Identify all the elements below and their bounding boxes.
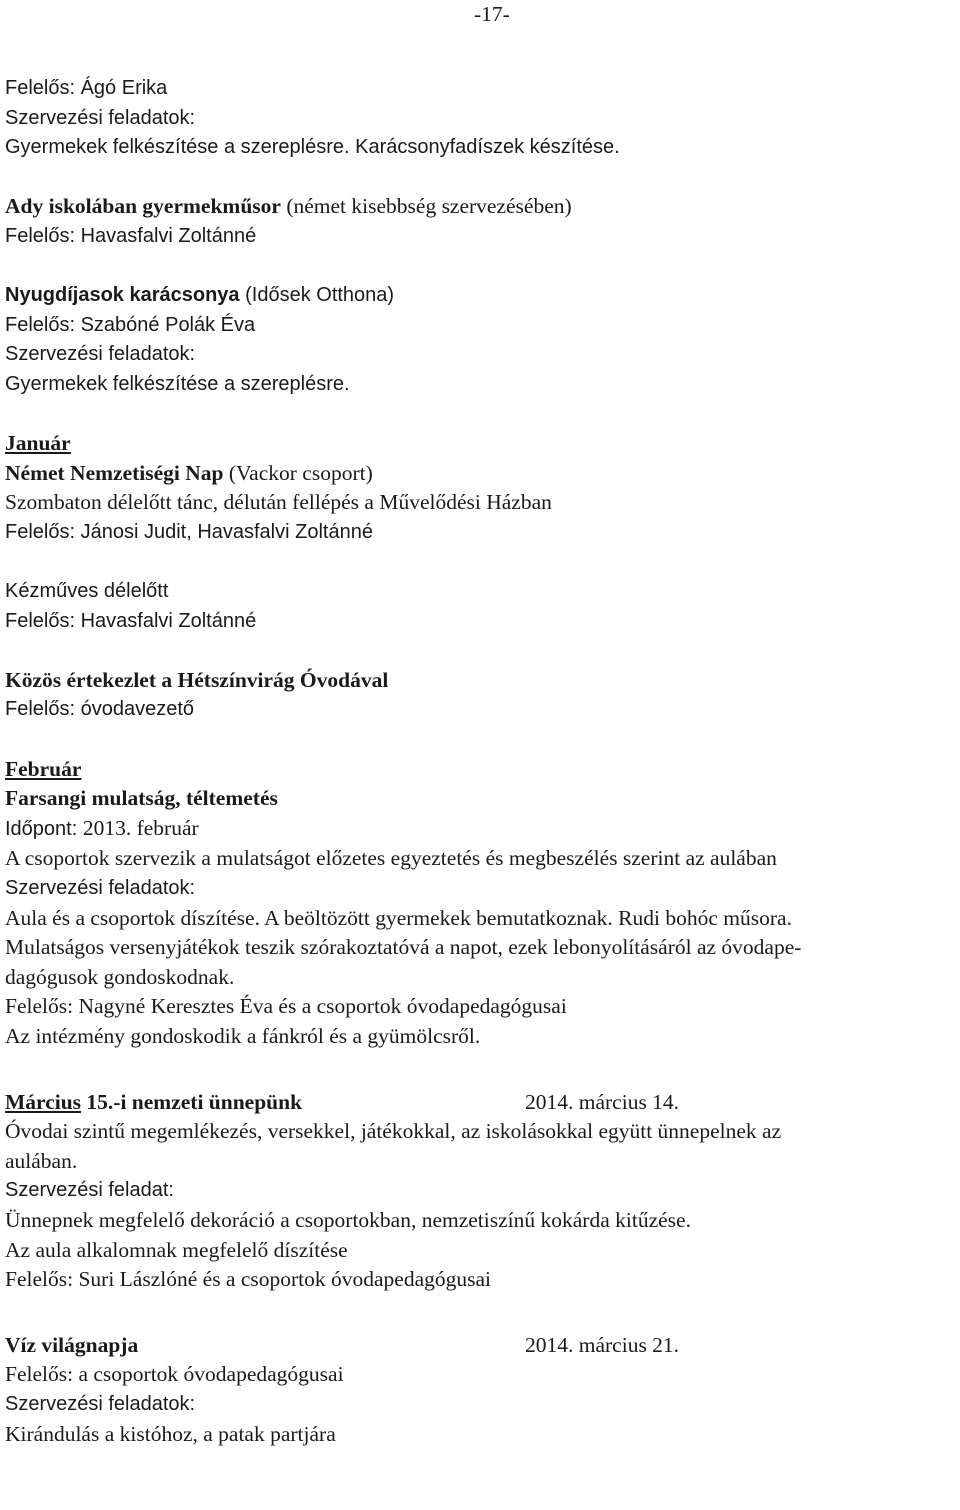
march15-detail-1: Óvodai szintű megemlékezés, versekkel, játékokkal, az iskolásokkal együtt ünnepelnek az [5,1119,782,1144]
pensioners-title: Nyugdíjasok karácsonya [5,284,240,307]
february-tasks-3: dagógusok gondoskodnak. [5,964,235,989]
pensioners-responsible: Felelős: Szabóné Polák Éva [5,313,256,336]
pensioners-tasks-label: Szervezési feladatok: [5,343,196,366]
pensioners-note: (Idősek Otthona) [239,284,395,307]
january-event-responsible: Felelős: Jánosi Judit, Havasfalvi Zoltánné [5,520,373,543]
february-tasks-1: Aula és a csoportok díszítése. A beöltözött gyermekek bemutatkoznak. Rudi bohóc műsora. [5,905,792,930]
ady-responsible: Felelős: Havasfalvi Zoltánné [5,224,257,247]
january-event-title: Német Nemzetiségi Nap [5,460,224,485]
march15-responsible: Felelős: Suri Lászlóné és a csoportok óvodapedagógusai [5,1267,492,1292]
february-tasks-2: Mulatságos versenyjátékok teszik szórakoztatóvá a napot, ezek lebonyolításáról az óvodape- [5,935,802,960]
ady-note: (német kisebbség szervezésében) [280,194,572,219]
march15-month: Március [5,1089,82,1114]
january-event-note: (Vackor csoport) [223,460,373,485]
january-event-heading [5,459,955,489]
january-meeting-title: Közös értekezlet a Hétszínvirág Óvodával [5,667,389,692]
december-responsible: Felelős: Ágó Erika [5,77,168,99]
march15-task-2: Az aula alkalomnak megfelelő díszítése [5,1237,348,1262]
february-time-value: 2013. február [82,815,199,840]
march15-date: 2014. március 14. [525,1089,680,1114]
february-responsible: Felelős: Nagyné Keresztes Éva és a csoportok óvodapedagógusai [5,994,567,1019]
water-day-heading [5,1331,955,1361]
january-meeting-responsible: Felelős: óvodavezető [5,698,195,721]
water-day-tasks-label: Szervezési feladatok: [5,1392,196,1415]
march15-task-1: Ünnepnek megfelelő dekoráció a csoportokban, nemzetiszínű kokárda kitűzése. [5,1207,691,1232]
january-craft-title: Kézműves délelőtt [5,580,169,603]
december-tasks: Gyermekek felkészítése a szereplésre. Karácsonyfadíszek készítése. [5,136,620,159]
document-body [5,74,955,1449]
march15-title: 15.-i nemzeti ünnepünk [81,1089,303,1114]
january-craft-responsible: Felelős: Havasfalvi Zoltánné [5,609,257,632]
february-detail: A csoportok szervezik a mulatságot előzetes egyeztetés és megbeszélés szerint az aulában [5,846,777,871]
water-day-tasks: Kirándulás a kistóhoz, a patak partjára [5,1421,336,1446]
month-february: Február [5,756,82,781]
water-day-responsible: Felelős: a csoportok óvodapedagógusai [5,1362,344,1387]
page-number: -17- [474,2,510,26]
february-time [5,814,955,845]
january-event-detail: Szombaton délelőtt tánc, délután fellépés a Művelődési Házban [5,490,552,515]
ady-heading [5,192,955,222]
february-tasks-label: Szervezési feladatok: [5,877,196,900]
february-time-label: Időpont: [5,817,83,840]
pensioners-tasks: Gyermekek felkészítése a szereplésre. [5,372,350,395]
march15-detail-2: aulában. [5,1148,78,1173]
month-january: Január [5,431,71,456]
february-title: Farsangi mulatság, téltemetés [5,786,278,811]
february-institution: Az intézmény gondoskodik a fánkról és a gyümölcsről. [5,1024,481,1048]
march15-heading [5,1088,955,1118]
december-tasks-label: Szervezési feladatok: [5,106,196,129]
ady-title: Ady iskolában gyermekműsor [5,194,281,219]
pensioners-heading [5,281,955,311]
water-day-date: 2014. március 21. [525,1332,680,1357]
water-day-title: Víz világnapja [5,1332,139,1357]
march15-task-label: Szervezési feladat: [5,1179,174,1202]
